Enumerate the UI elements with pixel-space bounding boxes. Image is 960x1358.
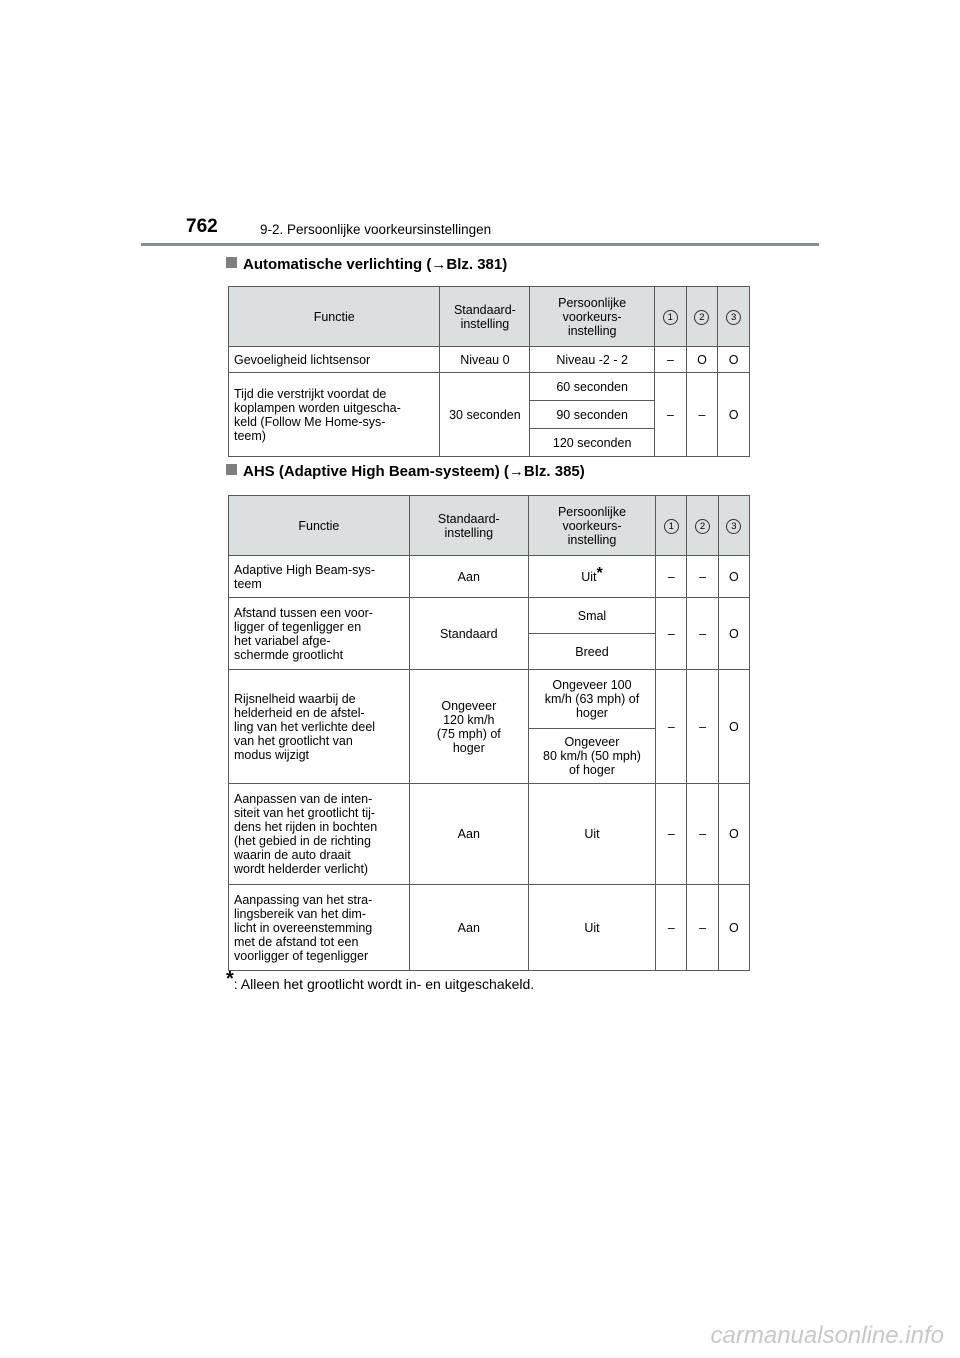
function-cell: Gevoeligheid lichtsensor [229, 347, 440, 373]
function-cell: Aanpassing van het stra- lingsbereik van het dim- licht in overeenstemming met de afstand tot een voorligger of tegenligger [229, 885, 410, 971]
custom-cell: Uit [528, 885, 655, 971]
footnote [226, 968, 535, 993]
method-3-cell: O [718, 556, 749, 598]
circled-number-2-icon: 2 [694, 310, 709, 325]
page-number: 762 [186, 216, 218, 237]
arrow-icon: → [508, 463, 524, 480]
method-3-cell: O [718, 670, 749, 784]
section-heading-auto-lighting: Automatische verlichting (→Blz. 381) [226, 256, 507, 274]
table-row [229, 784, 750, 885]
method-1-cell: – [656, 784, 687, 885]
column-header-function: Functie [229, 496, 410, 556]
method-2-cell: O [686, 347, 718, 373]
method-1-cell: – [656, 556, 687, 598]
method-2-cell: – [687, 784, 718, 885]
table-row [229, 373, 750, 401]
method-1-cell: – [656, 885, 687, 971]
function-cell: Adaptive High Beam-sys- teem [229, 556, 410, 598]
column-header-method-1 [656, 496, 687, 556]
table-row [229, 670, 750, 729]
table-header-row [229, 496, 750, 556]
method-3-cell: O [718, 373, 750, 457]
footnote-text: : Alleen het grootlicht wordt in- en uitgeschakeld. [233, 976, 535, 992]
section-heading-ahs: AHS (Adaptive High Beam-systeem) (→Blz. 385) [226, 463, 585, 481]
method-2-cell: – [686, 373, 718, 457]
column-header-function: Functie [229, 287, 440, 347]
method-1-cell: – [656, 670, 687, 784]
default-cell: Ongeveer 120 km/h (75 mph) of hoger [409, 670, 528, 784]
square-bullet-icon [226, 257, 237, 268]
method-3-cell: O [718, 784, 749, 885]
function-cell: Afstand tussen een voor- ligger of tegenligger en het variabel afge- schermde grootlicht [229, 598, 410, 670]
custom-cell: 60 seconden [530, 373, 655, 401]
column-header-default: Standaard- instelling [440, 287, 530, 347]
column-header-custom: Persoonlijke voorkeurs- instelling [530, 287, 655, 347]
custom-cell: Uit [528, 784, 655, 885]
custom-cell: 90 seconden [530, 401, 655, 429]
table-row [229, 556, 750, 598]
method-1-cell: – [656, 598, 687, 670]
column-header-method-2 [686, 287, 718, 347]
default-cell: 30 seconden [440, 373, 530, 457]
custom-cell: Niveau -2 - 2 [530, 347, 655, 373]
function-cell: Rijsnelheid waarbij de helderheid en de afstel- ling van het verlichte deel van het grootlicht van modus wijzigt [229, 670, 410, 784]
column-header-method-1 [654, 287, 686, 347]
custom-cell: Ongeveer 100 km/h (63 mph) of hoger [528, 670, 655, 729]
custom-cell: 120 seconden [530, 429, 655, 457]
circled-number-1-icon: 1 [663, 310, 678, 325]
square-bullet-icon [226, 464, 237, 475]
method-2-cell: – [687, 556, 718, 598]
circled-number-3-icon: 3 [726, 310, 741, 325]
default-cell: Aan [409, 885, 528, 971]
custom-cell: Ongeveer 80 km/h (50 mph) of hoger [528, 729, 655, 784]
method-2-cell: – [687, 885, 718, 971]
column-header-custom: Persoonlijke voorkeurs- instelling [528, 496, 655, 556]
chapter-title: 9-2. Persoonlijke voorkeursinstellingen [260, 222, 492, 237]
method-1-cell: – [654, 373, 686, 457]
custom-cell: Uit* [528, 556, 655, 598]
method-3-cell: O [718, 347, 750, 373]
watermark: carmanualsonline.info [710, 1322, 944, 1349]
table-row [229, 598, 750, 634]
footnote-asterisk: * [226, 968, 234, 990]
method-2-cell: – [687, 670, 718, 784]
footnote-asterisk: * [596, 564, 603, 582]
column-header-method-2 [687, 496, 718, 556]
table-row [229, 885, 750, 971]
circled-number-2-icon: 2 [695, 519, 710, 534]
method-1-cell: – [654, 347, 686, 373]
column-header-method-3 [718, 496, 749, 556]
column-header-method-3 [718, 287, 750, 347]
custom-cell: Smal [528, 598, 655, 634]
arrow-icon: → [431, 256, 447, 273]
column-header-default: Standaard- instelling [409, 496, 528, 556]
header-divider [141, 243, 819, 246]
method-3-cell: O [718, 598, 749, 670]
default-cell: Standaard [409, 598, 528, 670]
default-cell: Aan [409, 784, 528, 885]
auto-lighting-table [228, 286, 750, 457]
custom-cell: Breed [528, 634, 655, 670]
table-row [229, 347, 750, 373]
method-3-cell: O [718, 885, 749, 971]
method-2-cell: – [687, 598, 718, 670]
default-cell: Aan [409, 556, 528, 598]
default-cell: Niveau 0 [440, 347, 530, 373]
table-header-row [229, 287, 750, 347]
ahs-table [228, 495, 750, 971]
circled-number-3-icon: 3 [726, 519, 741, 534]
function-cell: Aanpassen van de inten- siteit van het grootlicht tij- dens het rijden in bochten (het gebied in de richting waarin de auto draait wordt helderder verlicht) [229, 784, 410, 885]
function-cell: Tijd die verstrijkt voordat de koplampen worden uitgescha- keld (Follow Me Home-sys- teem) [229, 373, 440, 457]
circled-number-1-icon: 1 [664, 519, 679, 534]
